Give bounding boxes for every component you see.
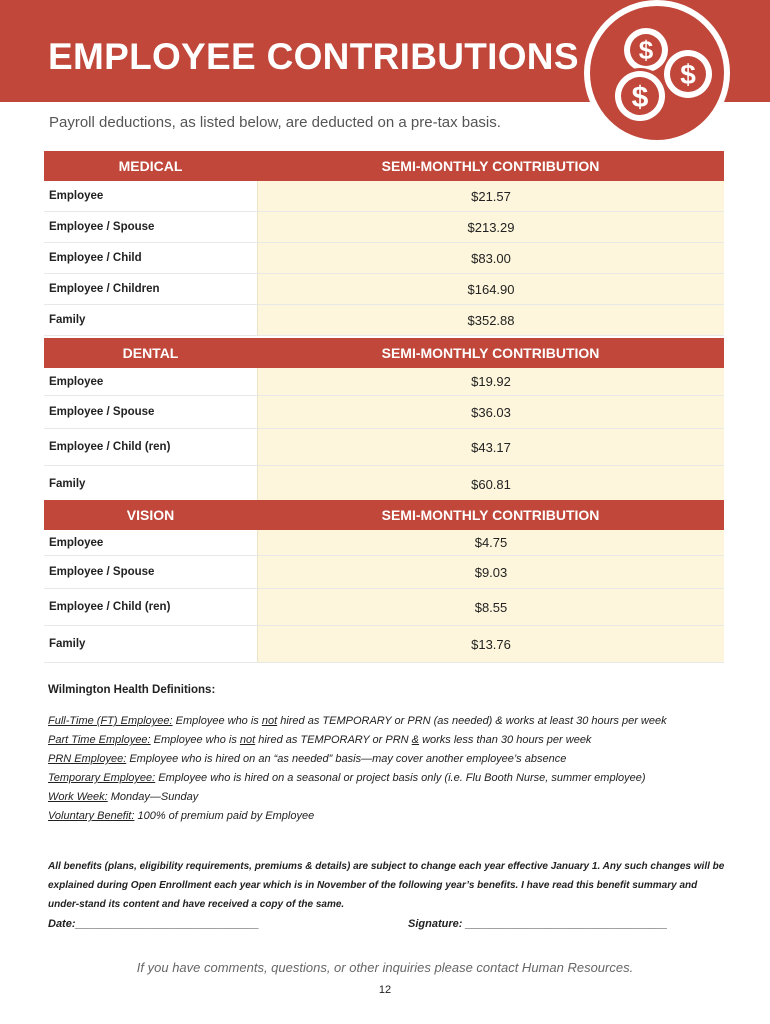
dollar-coins-icon (584, 0, 730, 146)
amount: $60.81 (257, 466, 724, 502)
medical-table (44, 151, 724, 336)
svg-text:$: $ (631, 81, 649, 114)
tier-label: Employee / Child (49, 252, 142, 264)
amount: $213.29 (257, 212, 724, 242)
tier-label: Employee / Child (ren) (49, 441, 171, 453)
column-header: SEMI-MONTHLY CONTRIBUTION (381, 507, 600, 523)
definition-temporary (48, 769, 738, 788)
amount: $83.00 (257, 243, 724, 273)
table-row (44, 368, 724, 396)
dental-table (44, 338, 724, 503)
definition-text: hired as TEMPORARY or PRN (255, 734, 412, 746)
definition-term: Temporary Employee: (48, 772, 156, 784)
table-row (44, 466, 724, 503)
column-header: SEMI-MONTHLY CONTRIBUTION (381, 345, 600, 361)
date-line: Date:______________________________ (48, 918, 260, 930)
page-title: EMPLOYEE CONTRIBUTIONS (48, 36, 579, 77)
section-label: VISION (126, 507, 175, 523)
tier-label: Employee / Child (ren) (49, 601, 171, 613)
table-row (44, 556, 724, 589)
table-row (44, 589, 724, 626)
definition-term: Voluntary Benefit: (48, 810, 135, 822)
disclaimer: All benefits (plans, eligibility requirements, premiums & details) are subject to change each year effective January 1. Any such changes will be explained during Open Enrollment each year which is in November of the following year’s benefits. I have read this benefit summary and under-stand its content and have received a copy of the same. (48, 861, 725, 910)
amount: $21.57 (257, 181, 724, 211)
definition-term: Full-Time (FT) Employee: (48, 715, 173, 727)
tier-label: Employee / Children (49, 283, 160, 295)
amount: $43.17 (257, 429, 724, 465)
vision-header (44, 500, 724, 530)
definition-term: Part Time Employee: (48, 734, 151, 746)
definition-text: Employee who is hired on a seasonal or project basis only (i.e. Flu Booth Nurse, summer employee) (155, 772, 646, 784)
svg-text:$: $ (680, 59, 696, 90)
tier-label: Family (49, 478, 86, 490)
table-row (44, 243, 724, 274)
tier-label: Family (49, 638, 86, 650)
definition-prn (48, 750, 738, 769)
definition-work-week (48, 788, 738, 807)
table-row (44, 212, 724, 243)
table-row (44, 274, 724, 305)
definition-emphasis: & (411, 734, 420, 746)
definition-term: Work Week: (48, 791, 108, 803)
definition-text: Employee who is (172, 715, 262, 727)
amount: $13.76 (257, 626, 724, 662)
table-row (44, 429, 724, 466)
definition-text: Employee who is (150, 734, 240, 746)
tier-label: Family (49, 314, 86, 326)
column-header: SEMI-MONTHLY CONTRIBUTION (381, 158, 600, 174)
dental-header (44, 338, 724, 368)
definition-emphasis: not (239, 734, 256, 746)
contact-note: If you have comments, questions, or other inquiries please contact Human Resources. (136, 960, 634, 975)
table-row (44, 396, 724, 429)
section-label: DENTAL (122, 345, 179, 361)
definition-text: 100% of premium paid by Employee (134, 810, 315, 822)
amount: $19.92 (257, 368, 724, 395)
signature-line: Signature: _________________________________ (408, 918, 668, 930)
amount: $4.75 (257, 530, 724, 555)
table-row (44, 530, 724, 556)
table-row (44, 305, 724, 336)
tier-label: Employee (49, 536, 104, 549)
definition-text: works less than 30 hours per week (419, 734, 592, 746)
definition-voluntary (48, 807, 738, 826)
definition-emphasis: not (261, 715, 278, 727)
amount: $8.55 (257, 589, 724, 625)
definitions-list (48, 712, 738, 826)
definitions-title: Wilmington Health Definitions: (48, 684, 216, 696)
page-number: 12 (378, 984, 392, 996)
table-row (44, 626, 724, 663)
section-label: MEDICAL (118, 158, 183, 174)
amount: $36.03 (257, 396, 724, 428)
tier-label: Employee / Spouse (49, 221, 155, 233)
definition-term: PRN Employee: (48, 753, 127, 765)
svg-text:$: $ (638, 35, 654, 65)
subtitle: Payroll deductions, as listed below, are deducted on a pre-tax basis. (49, 114, 501, 131)
definition-full-time (48, 712, 738, 731)
table-row (44, 181, 724, 212)
tier-label: Employee / Spouse (49, 406, 155, 418)
amount: $164.90 (257, 274, 724, 304)
definition-part-time (48, 731, 738, 750)
amount: $9.03 (257, 556, 724, 588)
tier-label: Employee / Spouse (49, 566, 155, 578)
medical-header (44, 151, 724, 181)
amount: $352.88 (257, 305, 724, 335)
tier-label: Employee (49, 375, 104, 388)
tier-label: Employee (49, 190, 104, 202)
vision-table (44, 500, 724, 663)
definition-text: Monday—Sunday (107, 791, 199, 803)
definition-text: hired as TEMPORARY or PRN (as needed) & works at least 30 hours per week (277, 715, 667, 727)
definition-text: Employee who is hired on an “as needed” basis—may cover another employee’s absence (126, 753, 567, 765)
